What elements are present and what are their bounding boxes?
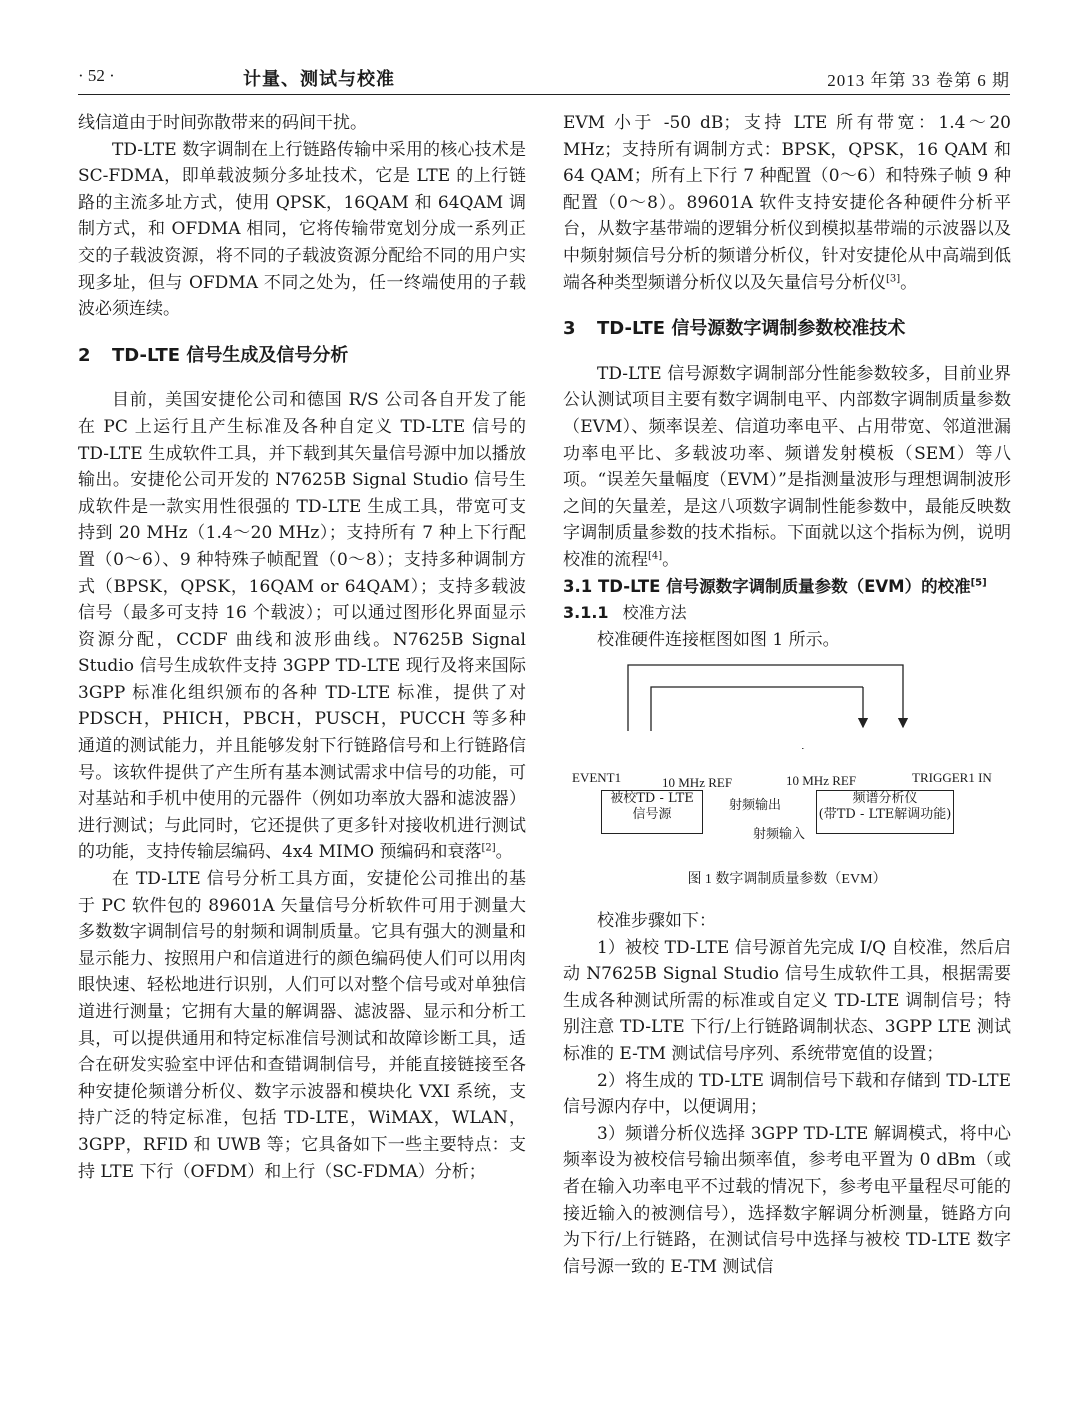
section-heading-3 bbox=[563, 316, 1011, 343]
paragraph: 3）频谱分析仪选择 3GPP TD-LTE 解调模式，将中心频率设为被校信号输出频率值，参考电平置为 0 dBm（或者在输入功率电平不过载的情况下，参考电平量程尽可能的接近输入的被测信号），选择数字解调分析测量，链路方向为下行/上行链路，在测试信号中选择与被校 TD-LTE 数字信号源一致的 E-TM 测试信 bbox=[563, 1123, 1011, 1277]
right-column bbox=[563, 110, 1011, 749]
section-title: TD-LTE 信号源数字调制参数校准技术 bbox=[597, 318, 906, 340]
paragraph bbox=[563, 361, 1011, 574]
citation: [4] bbox=[648, 550, 663, 562]
citation: [2] bbox=[481, 842, 496, 854]
subsubsection-number: 3.1.1 bbox=[563, 603, 609, 623]
paragraph: 2）将生成的 TD-LTE 调制信号下载和存储到 TD-LTE 信号源内存中，以便调用； bbox=[563, 1070, 1011, 1118]
paragraph-end: 。 bbox=[900, 272, 918, 293]
paragraph: TD-LTE 数字调制在上行链路传输中采用的核心技术是 SC-FDMA，即单载波频分多址技术，它是 LTE 的上行链路的主流多址方式，使用 QPSK，16QAM 和 64QAM 调制方式，和 OFDMA 相同，它将传输带宽划分成一系列正交的子载波资源，将不同的子载波资源分配给不同的用户实现多址，但与 OFDMA 不同之处为，任一终端使用的子载波必须连续。 bbox=[78, 139, 526, 320]
paragraph-text: TD-LTE 信号源数字调制部分性能参数较多，目前业界公认测试项目主要有数字调制电平、内部数字调制质量参数（EVM）、频率误差、信道功率电平、占用带宽、邻道泄漏功率电平比、多载波功率、频谱发射模板（SEM）等八项。“误差矢量幅度（EVM）”是指测量波形与理想调制波形之间的矢量差，是这八项数字调制性能参数中，最能反映数字调制质量参数的技术指标。下面就以这个指标为例，说明校准的流程 bbox=[563, 363, 1011, 570]
rf-in-label: 射频输入 bbox=[753, 826, 806, 841]
section-number: 3 bbox=[563, 318, 576, 340]
section-heading-2 bbox=[78, 343, 526, 370]
paragraph bbox=[78, 387, 526, 866]
section-number: 2 bbox=[78, 344, 91, 366]
right-column-lower bbox=[563, 908, 1011, 1280]
paragraph-text: 目前，美国安捷伦公司和德国 R/S 公司各自开发了能在 PC 上运行且产生标准及各种自定义 TD-LTE 信号的 TD-LTE 生成软件工具，并下载到其矢量信号源中加以播放输出。安捷伦公司开发的 N7625B Signal Studio 信号生成软件是一款实用性很强的 TD-LTE 生成工具，带宽可支持到 20 MHz（1.4～20 MHz）；支持所有 7 种上下行配置（0～6）、9 种特殊子帧配置（0～8）；支持多种调制方式（BPSK，QPSK，16QAM or 64QAM）；支持多载波信号（最多可支持 16 个载波）；可以通过图形化界面显示资源分配，CCDF 曲线和波形曲线。N7625B Signal Studio 信号生成软件支持 3GPP TD-LTE 现行及将来国际 3GPP 标准化组织颁布的各种 TD-LTE 标准，提供了对 PDSCH，PHICH，PBCH，PUSCH，PUCCH 等多种通道的测试能力，并且能够发射下行链路信号和上行链路信号。该软件提供了产生所有基本测试需求中信号的功能，可对基站和手机中使用的元器件（例如功率放大器和滤波器）进行测试；与此同时，它还提供了更多针对接收机进行测试的功能，支持传输层编码、4x4 MIMO 预编码和衰落 bbox=[78, 390, 526, 863]
connection-diagram bbox=[563, 659, 1011, 749]
paragraph: 校准硬件连接框图如图 1 所示。 bbox=[597, 629, 840, 650]
box-label-line2: 信号源 bbox=[632, 807, 672, 822]
box-label-line1: 频谱分析仪 bbox=[852, 791, 918, 806]
ref-line bbox=[651, 687, 863, 731]
citation: [5] bbox=[970, 577, 987, 588]
paragraph: 1）被校 TD-LTE 信号源首先完成 I/Q 自校准，然后启动 N7625B Signal Studio 信号生成软件工具，根据需要生成各种测试所需的标准或自定义 TD-LTE 调制信号；特别注意 TD-LTE 下行/上行链路调制状态、3GPP LTE 测试标准的 E-TM 测试信号序列、系统带宽值的设置； bbox=[563, 937, 1011, 1064]
event-label: EVENT1 bbox=[572, 770, 622, 785]
paragraph bbox=[563, 110, 1011, 296]
rf-out-label: 射频输出 bbox=[729, 797, 782, 812]
page-number: · 52 · bbox=[78, 66, 115, 85]
journal-title: 计量、测试与校准 bbox=[243, 69, 395, 90]
dut-signal-source-box bbox=[601, 790, 703, 834]
running-header bbox=[78, 60, 1010, 95]
left-column bbox=[78, 110, 526, 1185]
citation: [3] bbox=[886, 272, 901, 284]
paragraph-end: 。 bbox=[662, 549, 680, 570]
paragraph: 线信道由于时间弥散带来的码间干扰。 bbox=[78, 113, 367, 133]
paragraph: 校准步骤如下： bbox=[597, 911, 716, 931]
ref-label-left: 10 MHz REF bbox=[662, 775, 733, 790]
diagram-lines bbox=[563, 659, 1011, 749]
subsection-title: 3.1 TD-LTE 信号源数字调制质量参数（EVM）的校准 bbox=[563, 576, 971, 596]
trigger-label: TRIGGER1 IN bbox=[912, 770, 992, 785]
box-label-line2: (带TD - LTE解调功能) bbox=[818, 807, 952, 822]
subsubsection-heading bbox=[563, 600, 1011, 627]
section-title: TD-LTE 信号生成及信号分析 bbox=[112, 344, 349, 366]
figure-caption: 图 1 数字调制质量参数（EVM） bbox=[687, 872, 887, 887]
paragraph-text: EVM 小于 -50 dB；支持 LTE 所有带宽：1.4～20 MHz；支持所有调制方式：BPSK，QPSK，16 QAM 和 64 QAM；所有上下行 7 种配置（0～6）和特殊子帧 9 种配置（0～8）。89601A 软件支持安捷伦各种硬件分析平台，从数字基带端的逻辑分析仪到模拟基带端的示波器以及中频射频信号分析的频谱分析仪，针对安捷伦从中高端到低端各种类型频谱分析仪以及矢量信号分析仪 bbox=[563, 113, 1011, 293]
subsection-heading bbox=[563, 574, 1011, 601]
ref-label-right: 10 MHz REF bbox=[786, 773, 857, 788]
subsubsection-title: 校准方法 bbox=[622, 603, 687, 623]
paragraph-end: 。 bbox=[495, 842, 513, 863]
trigger-line bbox=[628, 665, 903, 731]
issue-info: 2013 年第 33 卷第 6 期 bbox=[827, 71, 1010, 90]
box-label-line1: 被校TD - LTE bbox=[610, 791, 694, 806]
paragraph: 在 TD-LTE 信号分析工具方面，安捷伦公司推出的基于 PC 软件包的 89601A 矢量信号分析软件可用于测量大多数数字调制信号的射频和调制质量。它具有强大的测量和显示能力、按照用户和信道进行的颜色编码使人们可以用肉眼快速、轻松地进行识别，人们可以对整个信号或对单独信道进行测量；它拥有大量的解调器、滤波器、显示和分析工具，可以提供通用和特定标准信号测试和故障诊断工具，适合在研发实验室中评估和查错调制信号，并能直接链接至各种安捷伦频谱分析仪、数字示波器和模块化 VXI 系统，支持广泛的特定标准，包括 TD-LTE，WiMAX，WLAN，3GPP，RFID 和 UWB 等；它具备如下一些主要特点：支持 LTE 下行（OFDM）和上行（SC-FDMA）分析； bbox=[78, 869, 526, 1182]
spectrum-analyzer-box bbox=[816, 790, 954, 834]
